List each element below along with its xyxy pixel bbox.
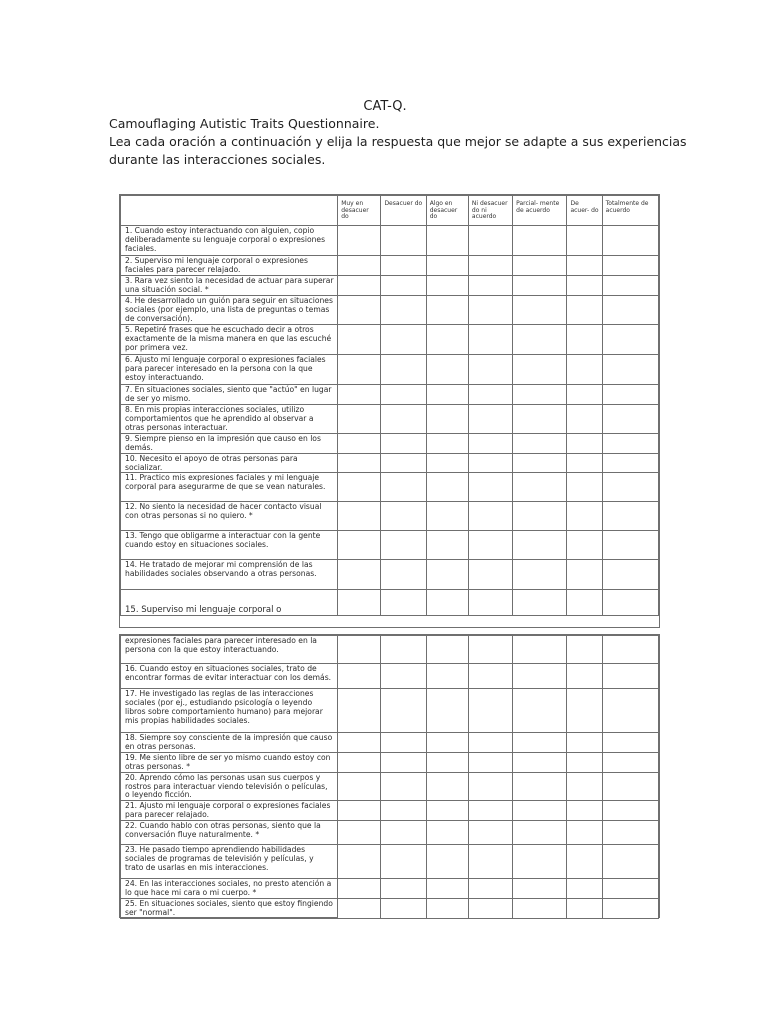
question-row (121, 295, 659, 324)
answer-cell[interactable] (567, 689, 602, 733)
answer-cell[interactable] (468, 636, 512, 664)
answer-cell[interactable] (338, 433, 381, 453)
answer-cell[interactable] (513, 295, 567, 324)
answer-cell[interactable] (513, 664, 567, 689)
answer-cell[interactable] (602, 473, 658, 502)
answer-cell[interactable] (468, 531, 512, 560)
question-row (121, 772, 659, 801)
answer-cell[interactable] (602, 324, 658, 354)
question-text: 9. Siempre pienso en la impresión que causo en los demás. (121, 433, 338, 453)
answer-cell[interactable] (426, 404, 468, 433)
answer-cell[interactable] (602, 845, 658, 879)
question-row (121, 845, 659, 879)
question-text: 18. Siempre soy consciente de la impresión que causo en otras personas. (121, 733, 338, 753)
answer-cell[interactable] (338, 752, 381, 772)
question-text: 14. He tratado de mejorar mi comprensión de las habilidades sociales observando a otras personas. (121, 560, 338, 590)
answer-cell[interactable] (602, 276, 658, 296)
answer-cell[interactable] (381, 354, 426, 384)
answer-cell[interactable] (567, 664, 602, 689)
answer-cell[interactable] (426, 256, 468, 276)
answer-cell[interactable] (426, 752, 468, 772)
answer-cell[interactable] (513, 752, 567, 772)
answer-cell[interactable] (468, 295, 512, 324)
question-text: 1. Cuando estoy interactuando con alguien, copio deliberadamente su lenguaje corporal o expresiones faciales. (121, 226, 338, 256)
question-row (121, 531, 659, 560)
answer-cell[interactable] (468, 733, 512, 753)
answer-cell[interactable] (567, 845, 602, 879)
answer-cell[interactable] (513, 531, 567, 560)
answer-cell[interactable] (468, 324, 512, 354)
questionnaire-grid (120, 635, 659, 919)
answer-cell[interactable] (468, 879, 512, 899)
answer-cell[interactable] (567, 384, 602, 404)
answer-cell[interactable] (602, 752, 658, 772)
answer-cell[interactable] (567, 295, 602, 324)
answer-cell[interactable] (468, 226, 512, 256)
answer-cell[interactable] (513, 276, 567, 296)
answer-cell[interactable] (338, 821, 381, 845)
answer-cell[interactable] (426, 821, 468, 845)
answer-cell[interactable] (567, 772, 602, 801)
question-text: 4. He desarrollado un guión para seguir en situaciones sociales (por ejemplo, una lista de preguntas o temas de conversación). (121, 295, 338, 324)
answer-cell[interactable] (338, 733, 381, 753)
answer-cell[interactable] (381, 879, 426, 899)
answer-cell[interactable] (602, 384, 658, 404)
answer-cell[interactable] (426, 590, 468, 616)
answer-cell[interactable] (468, 689, 512, 733)
answer-cell[interactable] (513, 733, 567, 753)
question-text: expresiones faciales para parecer interesado en la persona con la que estoy interactuando. (121, 636, 338, 664)
question-row (121, 801, 659, 821)
question-row (121, 256, 659, 276)
column-header: Parcial- mente de acuerdo (513, 196, 567, 226)
answer-cell[interactable] (338, 502, 381, 531)
answer-cell[interactable] (602, 801, 658, 821)
question-text: 12. No siento la necesidad de hacer contacto visual con otras personas si no quiero. * (121, 502, 338, 531)
answer-cell[interactable] (513, 404, 567, 433)
answer-cell[interactable] (513, 473, 567, 502)
answer-cell[interactable] (567, 879, 602, 899)
answer-cell[interactable] (338, 560, 381, 590)
answer-cell[interactable] (468, 821, 512, 845)
answer-cell[interactable] (602, 689, 658, 733)
intro-line: Camouflaging Autistic Traits Questionnaire. (109, 116, 380, 131)
answer-cell[interactable] (468, 473, 512, 502)
answer-cell[interactable] (513, 821, 567, 845)
question-row (121, 590, 659, 616)
question-row (121, 636, 659, 664)
answer-cell[interactable] (468, 560, 512, 590)
question-text: 19. Me siento libre de ser yo mismo cuando estoy con otras personas. * (121, 752, 338, 772)
answer-cell[interactable] (338, 664, 381, 689)
answer-cell[interactable] (381, 845, 426, 879)
question-text: 6. Ajusto mi lenguaje corporal o expresiones faciales para parecer interesado en la persona con la que estoy interactuando. (121, 354, 338, 384)
answer-cell[interactable] (426, 560, 468, 590)
question-text: 2. Superviso mi lenguaje corporal o expresiones faciales para parecer relajado. (121, 256, 338, 276)
answer-cell[interactable] (513, 845, 567, 879)
intro-line: Lea cada oración a continuación y elija la respuesta que mejor se adapte a sus experiencias (109, 134, 687, 149)
answer-cell[interactable] (381, 473, 426, 502)
answer-cell[interactable] (602, 226, 658, 256)
answer-cell[interactable] (567, 354, 602, 384)
answer-cell[interactable] (513, 879, 567, 899)
answer-cell[interactable] (602, 256, 658, 276)
answer-cell[interactable] (381, 821, 426, 845)
answer-cell[interactable] (513, 689, 567, 733)
question-row (121, 453, 659, 473)
answer-cell[interactable] (567, 453, 602, 473)
column-header: Totalmente de acuerdo (602, 196, 658, 226)
answer-cell[interactable] (426, 689, 468, 733)
answer-cell[interactable] (338, 295, 381, 324)
answer-cell[interactable] (338, 801, 381, 821)
answer-cell[interactable] (338, 384, 381, 404)
question-row (121, 226, 659, 256)
question-row (121, 384, 659, 404)
answer-cell[interactable] (602, 295, 658, 324)
answer-cell[interactable] (567, 502, 602, 531)
answer-cell[interactable] (567, 256, 602, 276)
answer-cell[interactable] (567, 752, 602, 772)
document-title: CAT-Q. (363, 99, 407, 114)
answer-cell[interactable] (602, 560, 658, 590)
answer-cell[interactable] (602, 899, 658, 919)
answer-cell[interactable] (513, 453, 567, 473)
question-row (121, 899, 659, 919)
question-row (121, 324, 659, 354)
intro-text (109, 115, 687, 169)
answer-cell[interactable] (602, 404, 658, 433)
answer-cell[interactable] (381, 502, 426, 531)
question-text: 23. He pasado tiempo aprendiendo habilidades sociales de programas de televisión y películas, y trato de usarlas en mis interacciones. (121, 845, 338, 879)
answer-cell[interactable] (381, 733, 426, 753)
answer-cell[interactable] (426, 502, 468, 531)
answer-cell[interactable] (381, 384, 426, 404)
answer-cell[interactable] (426, 295, 468, 324)
answer-cell[interactable] (426, 531, 468, 560)
intro-line: durante las interacciones sociales. (109, 152, 326, 167)
answer-cell[interactable] (381, 256, 426, 276)
question-row (121, 502, 659, 531)
answer-cell[interactable] (567, 276, 602, 296)
answer-cell[interactable] (567, 560, 602, 590)
answer-cell[interactable] (426, 433, 468, 453)
column-header: Algo en desacuer do (426, 196, 468, 226)
answer-cell[interactable] (426, 473, 468, 502)
answer-cell[interactable] (602, 879, 658, 899)
column-header: Desacuer do (381, 196, 426, 226)
answer-cell[interactable] (567, 821, 602, 845)
answer-cell[interactable] (468, 590, 512, 616)
answer-cell[interactable] (468, 354, 512, 384)
answer-cell[interactable] (426, 276, 468, 296)
answer-cell[interactable] (381, 295, 426, 324)
answer-cell[interactable] (567, 226, 602, 256)
answer-cell[interactable] (468, 801, 512, 821)
answer-cell[interactable] (468, 453, 512, 473)
answer-cell[interactable] (513, 560, 567, 590)
answer-cell[interactable] (338, 324, 381, 354)
question-text: 17. He investigado las reglas de las interacciones sociales (por ej., estudiando psicología o leyendo libros sobre comportamiento humano) para mejorar mis propias habilidades sociales. (121, 689, 338, 733)
answer-cell[interactable] (513, 636, 567, 664)
answer-cell[interactable] (602, 664, 658, 689)
question-row (121, 879, 659, 899)
answer-cell[interactable] (602, 433, 658, 453)
answer-cell[interactable] (338, 899, 381, 919)
question-text: 3. Rara vez siento la necesidad de actuar para superar una situación social. * (121, 276, 338, 296)
answer-cell[interactable] (567, 590, 602, 616)
answer-cell[interactable] (338, 473, 381, 502)
question-text: 7. En situaciones sociales, siento que "actúo" en lugar de ser yo mismo. (121, 384, 338, 404)
question-row (121, 404, 659, 433)
answer-cell[interactable] (468, 899, 512, 919)
answer-cell[interactable] (602, 821, 658, 845)
answer-cell[interactable] (381, 404, 426, 433)
column-header: De acuer- do (567, 196, 602, 226)
answer-cell[interactable] (602, 636, 658, 664)
question-row (121, 752, 659, 772)
question-row (121, 733, 659, 753)
header-row (121, 196, 659, 226)
answer-cell[interactable] (468, 502, 512, 531)
answer-cell[interactable] (513, 772, 567, 801)
question-text: 24. En las interacciones sociales, no presto atención a lo que hace mi cara o mi cuerpo. * (121, 879, 338, 899)
answer-cell[interactable] (567, 433, 602, 453)
answer-cell[interactable] (468, 256, 512, 276)
question-row (121, 664, 659, 689)
question-row (121, 560, 659, 590)
answer-cell[interactable] (381, 689, 426, 733)
question-row (121, 276, 659, 296)
question-text: 15. Superviso mi lenguaje corporal o (121, 590, 338, 616)
answer-cell[interactable] (513, 899, 567, 919)
answer-cell[interactable] (426, 845, 468, 879)
answer-cell[interactable] (513, 226, 567, 256)
answer-cell[interactable] (468, 845, 512, 879)
answer-cell[interactable] (567, 636, 602, 664)
answer-cell[interactable] (338, 531, 381, 560)
answer-cell[interactable] (381, 324, 426, 354)
answer-cell[interactable] (602, 354, 658, 384)
answer-cell[interactable] (567, 801, 602, 821)
question-text: 16. Cuando estoy en situaciones sociales, trato de encontrar formas de evitar interactuar con los demás. (121, 664, 338, 689)
question-row (121, 821, 659, 845)
question-text: 22. Cuando hablo con otras personas, siento que la conversación fluye naturalmente. * (121, 821, 338, 845)
questionnaire-grid (120, 195, 659, 616)
questionnaire-table-page-1 (119, 194, 660, 628)
answer-cell[interactable] (426, 899, 468, 919)
answer-cell[interactable] (468, 772, 512, 801)
answer-cell[interactable] (426, 354, 468, 384)
answer-cell[interactable] (567, 899, 602, 919)
answer-cell[interactable] (426, 384, 468, 404)
header-item (121, 196, 338, 226)
answer-cell[interactable] (468, 384, 512, 404)
answer-cell[interactable] (602, 453, 658, 473)
answer-cell[interactable] (426, 226, 468, 256)
answer-cell[interactable] (567, 324, 602, 354)
answer-cell[interactable] (338, 453, 381, 473)
answer-cell[interactable] (567, 473, 602, 502)
question-text: 13. Tengo que obligarme a interactuar con la gente cuando estoy en situaciones sociales. (121, 531, 338, 560)
question-text: 8. En mis propias interacciones sociales, utilizo comportamientos que he aprendido al observar a otras personas interactuar. (121, 404, 338, 433)
answer-cell[interactable] (338, 276, 381, 296)
answer-cell[interactable] (513, 433, 567, 453)
answer-cell[interactable] (338, 636, 381, 664)
answer-cell[interactable] (567, 733, 602, 753)
answer-cell[interactable] (426, 453, 468, 473)
question-row (121, 354, 659, 384)
answer-cell[interactable] (381, 899, 426, 919)
answer-cell[interactable] (426, 879, 468, 899)
answer-cell[interactable] (426, 801, 468, 821)
answer-cell[interactable] (468, 664, 512, 689)
answer-cell[interactable] (513, 384, 567, 404)
answer-cell[interactable] (338, 772, 381, 801)
answer-cell[interactable] (426, 733, 468, 753)
answer-cell[interactable] (602, 531, 658, 560)
answer-cell[interactable] (338, 590, 381, 616)
answer-cell[interactable] (381, 664, 426, 689)
answer-cell[interactable] (602, 590, 658, 616)
column-header: Muy en desacuer do (338, 196, 381, 226)
answer-cell[interactable] (426, 772, 468, 801)
answer-cell[interactable] (602, 733, 658, 753)
question-text: 25. En situaciones sociales, siento que estoy fingiendo ser "normal". (121, 899, 338, 919)
answer-cell[interactable] (513, 801, 567, 821)
answer-cell[interactable] (381, 276, 426, 296)
answer-cell[interactable] (381, 772, 426, 801)
answer-cell[interactable] (338, 689, 381, 733)
question-row (121, 433, 659, 453)
questionnaire-table-page-2 (119, 634, 660, 918)
question-row (121, 689, 659, 733)
question-text: 10. Necesito el apoyo de otras personas para socializar. (121, 453, 338, 473)
answer-cell[interactable] (381, 801, 426, 821)
answer-cell[interactable] (381, 531, 426, 560)
answer-cell[interactable] (513, 590, 567, 616)
answer-cell[interactable] (338, 354, 381, 384)
answer-cell[interactable] (338, 845, 381, 879)
answer-cell[interactable] (426, 664, 468, 689)
answer-cell[interactable] (381, 226, 426, 256)
answer-cell[interactable] (381, 560, 426, 590)
answer-cell[interactable] (381, 453, 426, 473)
answer-cell[interactable] (602, 502, 658, 531)
question-text: 11. Practico mis expresiones faciales y mi lenguaje corporal para asegurarme de que se vean naturales. (121, 473, 338, 502)
answer-cell[interactable] (338, 404, 381, 433)
answer-cell[interactable] (602, 772, 658, 801)
question-text: 20. Aprendo cómo las personas usan sus cuerpos y rostros para interactuar viendo televisión o películas, o leyendo ficción. (121, 772, 338, 801)
answer-cell[interactable] (338, 226, 381, 256)
answer-cell[interactable] (468, 752, 512, 772)
question-text: 5. Repetiré frases que he escuchado decir a otros exactamente de la misma manera en que las escuché por primera vez. (121, 324, 338, 354)
answer-cell[interactable] (567, 404, 602, 433)
column-header: Ni desacuer do ni acuerdo (468, 196, 512, 226)
answer-cell[interactable] (468, 404, 512, 433)
answer-cell[interactable] (338, 256, 381, 276)
answer-cell[interactable] (381, 636, 426, 664)
answer-cell[interactable] (426, 324, 468, 354)
question-row (121, 473, 659, 502)
answer-cell[interactable] (567, 531, 602, 560)
answer-cell[interactable] (513, 502, 567, 531)
question-text: 21. Ajusto mi lenguaje corporal o expresiones faciales para parecer relajado. (121, 801, 338, 821)
answer-cell[interactable] (468, 276, 512, 296)
answer-cell[interactable] (338, 879, 381, 899)
answer-cell[interactable] (513, 354, 567, 384)
answer-cell[interactable] (513, 256, 567, 276)
answer-cell[interactable] (468, 433, 512, 453)
answer-cell[interactable] (381, 433, 426, 453)
answer-cell[interactable] (381, 590, 426, 616)
answer-cell[interactable] (513, 324, 567, 354)
answer-cell[interactable] (381, 752, 426, 772)
answer-cell[interactable] (426, 636, 468, 664)
